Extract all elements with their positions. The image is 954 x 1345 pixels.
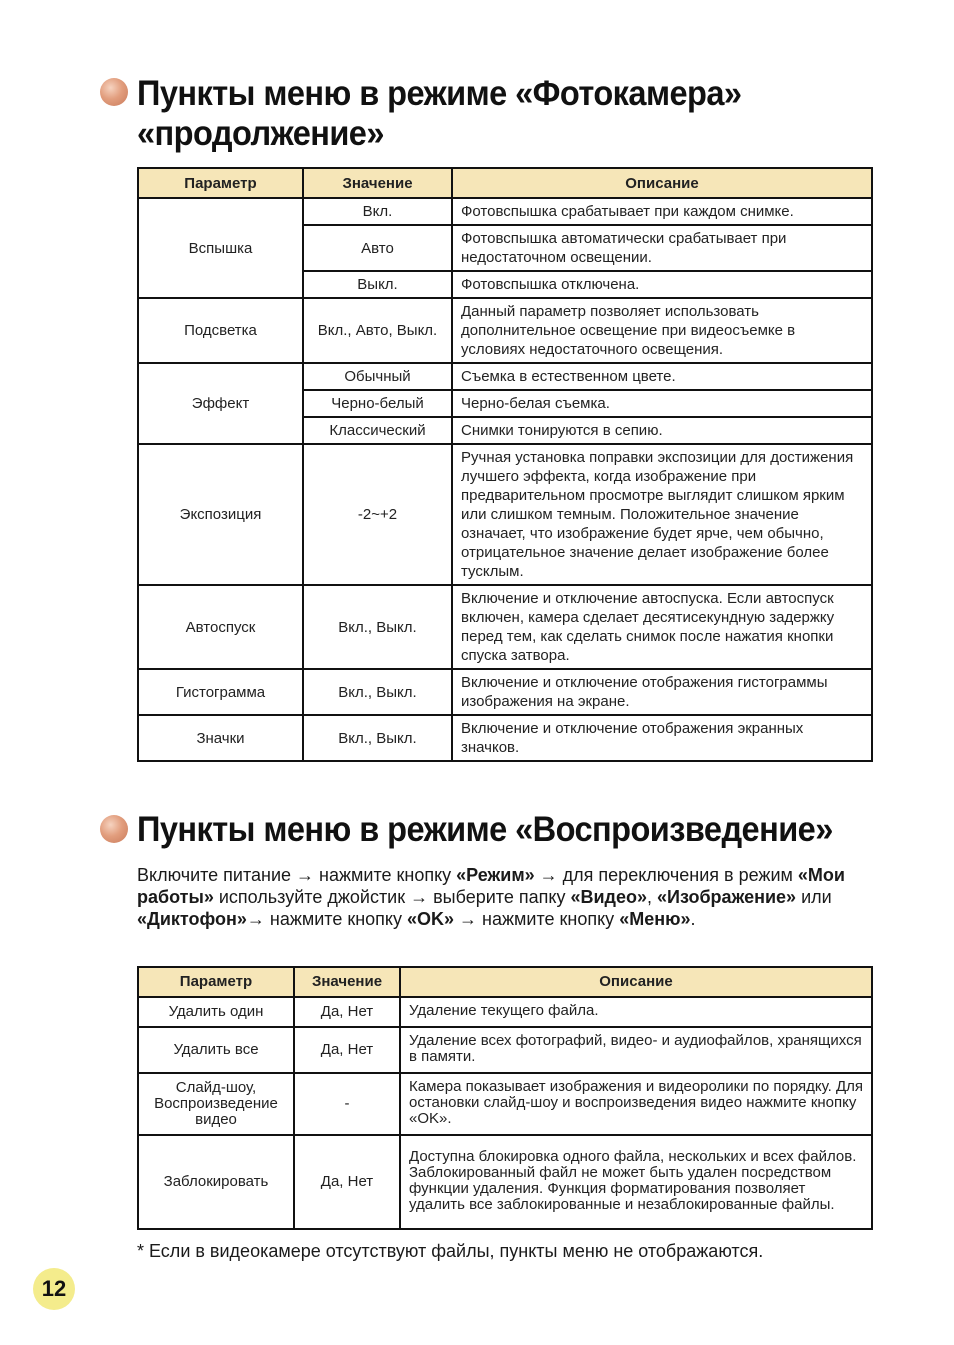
- table-row: [138, 363, 872, 390]
- param-cell: Подсветка: [138, 298, 303, 363]
- table-row: [138, 298, 872, 363]
- menu-button-label: «Меню»: [619, 909, 691, 929]
- param-cell: Вспышка: [138, 198, 303, 298]
- column-header: Описание: [452, 168, 872, 198]
- param-cell: Гистограмма: [138, 669, 303, 715]
- intro-text: .: [690, 909, 696, 929]
- table-row: [138, 997, 872, 1027]
- value-cell: Вкл., Выкл.: [303, 715, 452, 761]
- param-cell: Удалить все: [138, 1027, 294, 1073]
- desc-cell: Снимки тонируются в сепию.: [452, 417, 872, 444]
- intro-text: → нажмите кнопку: [454, 909, 620, 929]
- intro-text: используйте джойстик → выберите папку: [213, 887, 571, 907]
- playback-menu-table: [137, 966, 873, 1230]
- value-cell: Авто: [303, 225, 452, 271]
- desc-cell: Фотовспышка отключена.: [452, 271, 872, 298]
- desc-cell: Данный параметр позволяет использовать дополнительное освещение при видеосъемке в условиях недостаточного освещения.: [452, 298, 872, 363]
- desc-cell: Включение и отключение отображения экранных значков.: [452, 715, 872, 761]
- value-cell: Да, Нет: [294, 1027, 400, 1073]
- intro-text: ,: [646, 887, 657, 907]
- ok-button-label: «OK»: [407, 909, 455, 929]
- value-cell: Вкл., Авто, Выкл.: [303, 298, 452, 363]
- dictaphone-folder-label: «Диктофон»: [137, 909, 247, 929]
- value-cell: -2~+2: [303, 444, 452, 585]
- image-folder-label: «Изображение»: [657, 887, 797, 907]
- desc-cell: Удаление всех фотографий, видео- и аудиофайлов, хранящихся в памяти.: [400, 1027, 872, 1073]
- desc-cell: Доступна блокировка одного файла, нескольких и всех файлов. Заблокированный файл не может быть удален посредством функции удаления. Функция форматирования позволяет удалить все заблокированные и незаблокированные файлы.: [400, 1135, 872, 1229]
- table-header-row: [138, 967, 872, 997]
- section2-title: Пункты меню в режиме «Воспроизведение»: [137, 810, 833, 849]
- intro-text: Включите питание → нажмите кнопку: [137, 865, 457, 885]
- value-cell: Обычный: [303, 363, 452, 390]
- column-header: Параметр: [138, 967, 294, 997]
- param-cell: Значки: [138, 715, 303, 761]
- intro-text: или: [796, 887, 832, 907]
- intro-text: → для переключения в режим: [534, 865, 798, 885]
- desc-cell: Ручная установка поправки экспозиции для достижения лучшего эффекта, когда изображение при предварительном просмотре выглядит слишком ярким или слишком темным. Положительное значение означает, что изображение будет ярче, чем обычно, отрицательное значение делает изображение более тусклым.: [452, 444, 872, 585]
- section1-title-line1: Пункты меню в режиме «Фотокамера»: [137, 74, 742, 113]
- table-row: [138, 1073, 872, 1135]
- value-cell: Классический: [303, 417, 452, 444]
- param-cell: Удалить один: [138, 997, 294, 1027]
- table-row: [138, 715, 872, 761]
- desc-cell: Фотовспышка автоматически срабатывает при недостаточном освещении.: [452, 225, 872, 271]
- table-row: [138, 1027, 872, 1073]
- value-cell: Выкл.: [303, 271, 452, 298]
- desc-cell: Включение и отключение автоспуска. Если автоспуск включен, камера сделает десятисекундную задержку перед тем, как сделать снимок после нажатия кнопки спуска затвора.: [452, 585, 872, 669]
- value-cell: Вкл., Выкл.: [303, 669, 452, 715]
- desc-cell: Камера показывает изображения и видеоролики по порядку. Для остановки слайд-шоу и воспроизведения видео нажмите кнопку «OK».: [400, 1073, 872, 1135]
- table-row: [138, 1135, 872, 1229]
- table-header-row: [138, 168, 872, 198]
- section-bullet-icon: [100, 815, 128, 843]
- mode-button-label: «Режим»: [456, 865, 535, 885]
- param-cell: Заблокировать: [138, 1135, 294, 1229]
- value-cell: -: [294, 1073, 400, 1135]
- param-cell: Эффект: [138, 363, 303, 444]
- my-works-label: «Мои работы»: [137, 865, 845, 907]
- column-header: Параметр: [138, 168, 303, 198]
- intro-text: → нажмите кнопку: [246, 909, 408, 929]
- page-number: 12: [33, 1268, 75, 1310]
- footnote: * Если в видеокамере отсутствуют файлы, пункты меню не отображаются.: [137, 1241, 764, 1261]
- column-header: Значение: [303, 168, 452, 198]
- table-row: [138, 585, 872, 669]
- section-bullet-icon: [100, 78, 128, 106]
- video-folder-label: «Видео»: [570, 887, 647, 907]
- value-cell: Да, Нет: [294, 997, 400, 1027]
- param-cell: Слайд-шоу, Воспроизведение видео: [138, 1073, 294, 1135]
- param-cell: Экспозиция: [138, 444, 303, 585]
- param-cell: Автоспуск: [138, 585, 303, 669]
- value-cell: Вкл.: [303, 198, 452, 225]
- value-cell: Вкл., Выкл.: [303, 585, 452, 669]
- value-cell: Да, Нет: [294, 1135, 400, 1229]
- desc-cell: Удаление текущего файла.: [400, 997, 872, 1027]
- desc-cell: Черно-белая съемка.: [452, 390, 872, 417]
- column-header: Значение: [294, 967, 400, 997]
- section1-title: [137, 74, 741, 154]
- table-row: [138, 669, 872, 715]
- section1-title-line2: «продолжение»: [137, 114, 384, 153]
- desc-cell: Съемка в естественном цвете.: [452, 363, 872, 390]
- table-row: [138, 444, 872, 585]
- desc-cell: Фотовспышка срабатывает при каждом снимке.: [452, 198, 872, 225]
- intro-paragraph: [137, 864, 857, 930]
- photo-menu-table: [137, 167, 873, 762]
- desc-cell: Включение и отключение отображения гистограммы изображения на экране.: [452, 669, 872, 715]
- column-header: Описание: [400, 967, 872, 997]
- table-row: [138, 198, 872, 225]
- value-cell: Черно-белый: [303, 390, 452, 417]
